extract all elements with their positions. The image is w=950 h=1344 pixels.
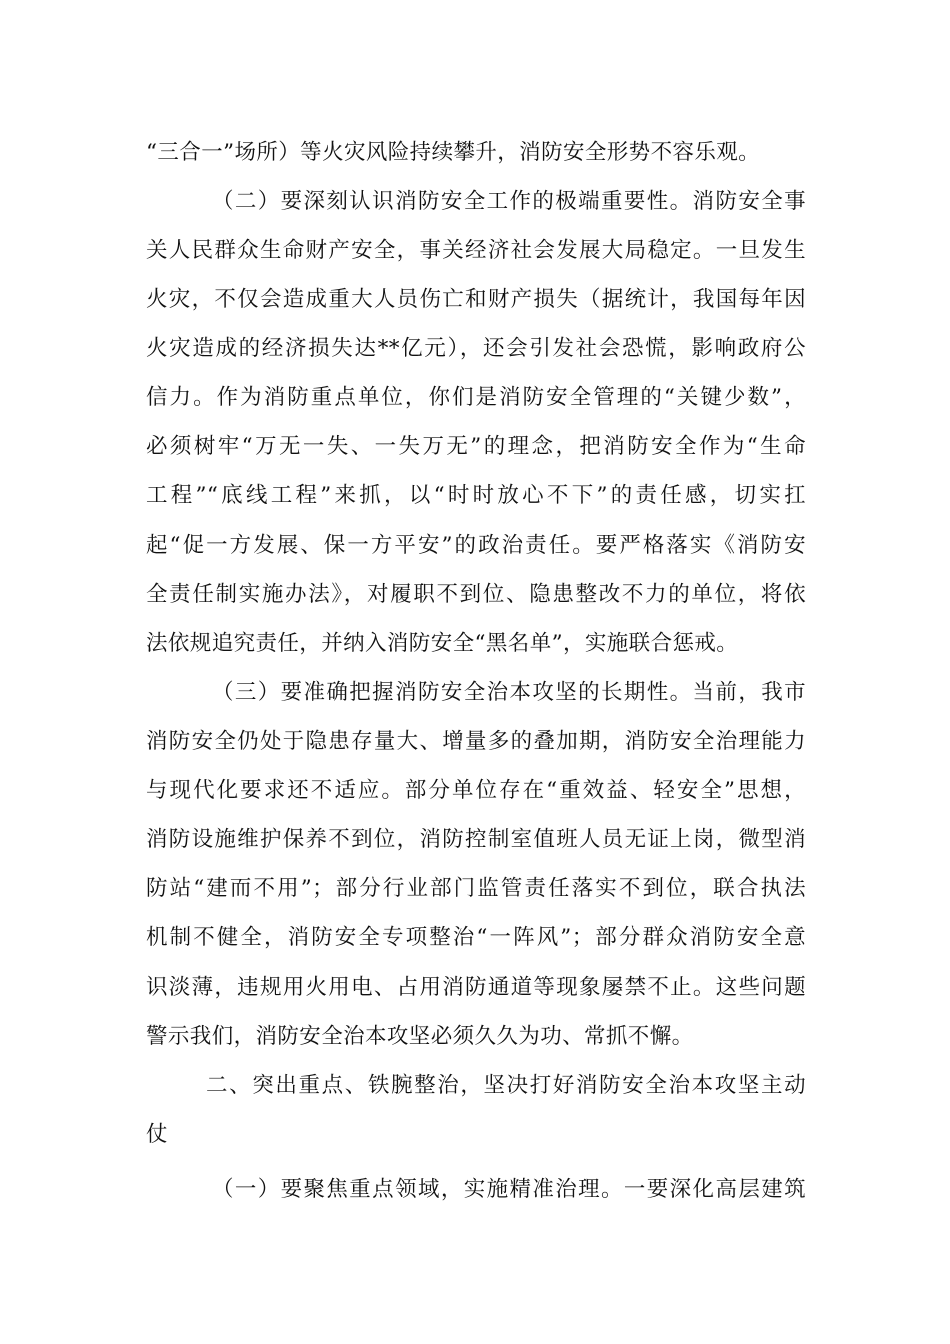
text-line-5: 火灾造成的经济损失达**亿元），还会引发社会恐慌，影响政府公 <box>146 336 806 361</box>
text-line-2: （二）要深刻认识消防安全工作的极端重要性。消防安全事 <box>212 189 806 214</box>
text-line-4: 火灾，不仅会造成重大人员伤亡和财产损失（据统计，我国每年因 <box>146 287 806 312</box>
text-line-9: 起“促一方发展、保一方平安”的政治责任。要严格落实《消防安 <box>146 533 806 558</box>
text-line-6: 信力。作为消防重点单位，你们是消防安全管理的“关键少数”， <box>146 385 806 410</box>
section-heading-line-1: 二、突出重点、铁腕整治，坚决打好消防安全治本攻坚主动 <box>206 1073 806 1098</box>
text-line-1: “三合一”场所）等火灾风险持续攀升，消防安全形势不容乐观。 <box>146 140 761 165</box>
text-line-7: 必须树牢“万无一失、一失万无”的理念，把消防安全作为“生命 <box>146 434 806 459</box>
section-heading-line-2: 仗 <box>146 1122 168 1147</box>
text-line-12: （三）要准确把握消防安全治本攻坚的长期性。当前，我市 <box>212 680 806 705</box>
text-line-15: 消防设施维护保养不到位，消防控制室值班人员无证上岗，微型消 <box>146 827 806 852</box>
text-line-11: 法依规追究责任，并纳入消防安全“黑名单”，实施联合惩戒。 <box>146 631 739 656</box>
text-line-16: 防站“建而不用”；部分行业部门监管责任落实不到位，联合执法 <box>146 876 806 901</box>
text-line-18: 识淡薄，违规用火用电、占用消防通道等现象屡禁不止。这些问题 <box>146 975 806 1000</box>
text-line-13: 消防安全仍处于隐患存量大、增量多的叠加期，消防安全治理能力 <box>146 729 806 754</box>
text-line-19: 警示我们，消防安全治本攻坚必须久久为功、常抓不懈。 <box>146 1024 694 1049</box>
text-line-17: 机制不健全，消防安全专项整治“一阵风”；部分群众消防安全意 <box>146 925 806 950</box>
text-line-3: 关人民群众生命财产安全，事关经济社会发展大局稳定。一旦发生 <box>146 238 806 263</box>
text-line-8: 工程”“底线工程”来抓，以“时时放心不下”的责任感，切实扛 <box>146 483 806 508</box>
text-line-22: （一）要聚焦重点领域，实施精准治理。一要深化高层建筑 <box>212 1177 806 1202</box>
text-line-14: 与现代化要求还不适应。部分单位存在“重效益、轻安全”思想， <box>146 778 806 803</box>
text-line-10: 全责任制实施办法》，对履职不到位、隐患整改不力的单位，将依 <box>146 582 806 607</box>
